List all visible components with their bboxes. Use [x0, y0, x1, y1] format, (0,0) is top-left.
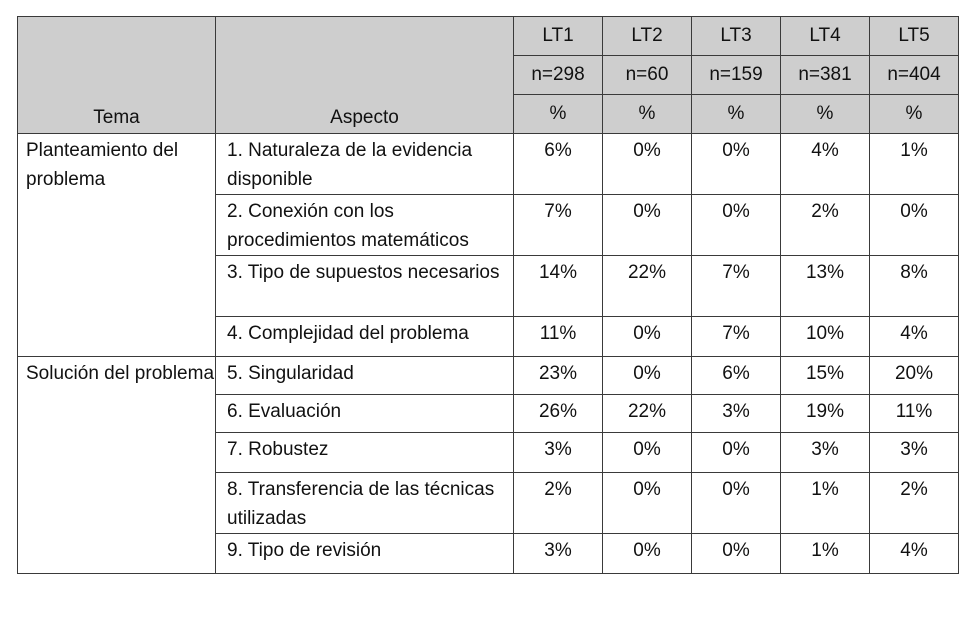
tema-cell-solucion: Solución del problema	[18, 357, 216, 574]
aspecto-cell: 3. Tipo de supuestos necesarios	[216, 256, 514, 317]
value-cell: 7%	[692, 256, 781, 317]
header-tema: Tema	[18, 17, 216, 134]
header-n-lt1: n=298	[514, 56, 603, 95]
aspecto-cell: 6. Evaluación	[216, 395, 514, 433]
aspecto-cell: 7. Robustez	[216, 433, 514, 473]
value-cell: 11%	[514, 317, 603, 357]
value-cell: 1%	[870, 134, 959, 195]
value-cell: 0%	[692, 534, 781, 574]
header-lt4: LT4	[781, 17, 870, 56]
table-row	[18, 357, 959, 395]
value-cell: 6%	[514, 134, 603, 195]
table-row	[18, 134, 959, 195]
value-cell: 2%	[514, 473, 603, 534]
aspecto-cell: 8. Transferencia de las técnicas utilizadas	[216, 473, 514, 534]
header-unit-lt3: %	[692, 95, 781, 134]
value-cell: 0%	[603, 534, 692, 574]
value-cell: 3%	[514, 433, 603, 473]
value-cell: 0%	[870, 195, 959, 256]
value-cell: 3%	[692, 395, 781, 433]
value-cell: 4%	[870, 534, 959, 574]
header-lt5: LT5	[870, 17, 959, 56]
header-unit-lt1: %	[514, 95, 603, 134]
value-cell: 19%	[781, 395, 870, 433]
value-cell: 0%	[603, 433, 692, 473]
value-cell: 3%	[870, 433, 959, 473]
value-cell: 20%	[870, 357, 959, 395]
value-cell: 7%	[514, 195, 603, 256]
aspecto-cell: 4. Complejidad del problema	[216, 317, 514, 357]
value-cell: 3%	[781, 433, 870, 473]
header-lt1: LT1	[514, 17, 603, 56]
value-cell: 14%	[514, 256, 603, 317]
header-lt2: LT2	[603, 17, 692, 56]
value-cell: 0%	[692, 195, 781, 256]
aspecto-cell: 5. Singularidad	[216, 357, 514, 395]
value-cell: 0%	[603, 134, 692, 195]
results-table	[17, 16, 959, 574]
value-cell: 23%	[514, 357, 603, 395]
value-cell: 0%	[692, 433, 781, 473]
value-cell: 0%	[603, 357, 692, 395]
header-n-lt3: n=159	[692, 56, 781, 95]
value-cell: 2%	[870, 473, 959, 534]
header-aspecto: Aspecto	[216, 17, 514, 134]
value-cell: 4%	[781, 134, 870, 195]
value-cell: 7%	[692, 317, 781, 357]
value-cell: 8%	[870, 256, 959, 317]
value-cell: 11%	[870, 395, 959, 433]
aspecto-cell: 9. Tipo de revisión	[216, 534, 514, 574]
value-cell: 15%	[781, 357, 870, 395]
value-cell: 0%	[603, 317, 692, 357]
value-cell: 0%	[603, 195, 692, 256]
value-cell: 3%	[514, 534, 603, 574]
value-cell: 0%	[692, 473, 781, 534]
value-cell: 10%	[781, 317, 870, 357]
header-unit-lt2: %	[603, 95, 692, 134]
aspecto-cell: 1. Naturaleza de la evidencia disponible	[216, 134, 514, 195]
header-lt3: LT3	[692, 17, 781, 56]
header-row-labels	[18, 17, 959, 56]
value-cell: 22%	[603, 256, 692, 317]
value-cell: 2%	[781, 195, 870, 256]
value-cell: 0%	[692, 134, 781, 195]
tema-cell-planteamiento: Planteamiento del problema	[18, 134, 216, 357]
header-unit-lt4: %	[781, 95, 870, 134]
value-cell: 22%	[603, 395, 692, 433]
header-n-lt5: n=404	[870, 56, 959, 95]
header-n-lt2: n=60	[603, 56, 692, 95]
value-cell: 6%	[692, 357, 781, 395]
value-cell: 13%	[781, 256, 870, 317]
header-n-lt4: n=381	[781, 56, 870, 95]
value-cell: 1%	[781, 534, 870, 574]
value-cell: 26%	[514, 395, 603, 433]
value-cell: 1%	[781, 473, 870, 534]
value-cell: 0%	[603, 473, 692, 534]
aspecto-cell: 2. Conexión con los procedimientos matemáticos	[216, 195, 514, 256]
header-unit-lt5: %	[870, 95, 959, 134]
value-cell: 4%	[870, 317, 959, 357]
